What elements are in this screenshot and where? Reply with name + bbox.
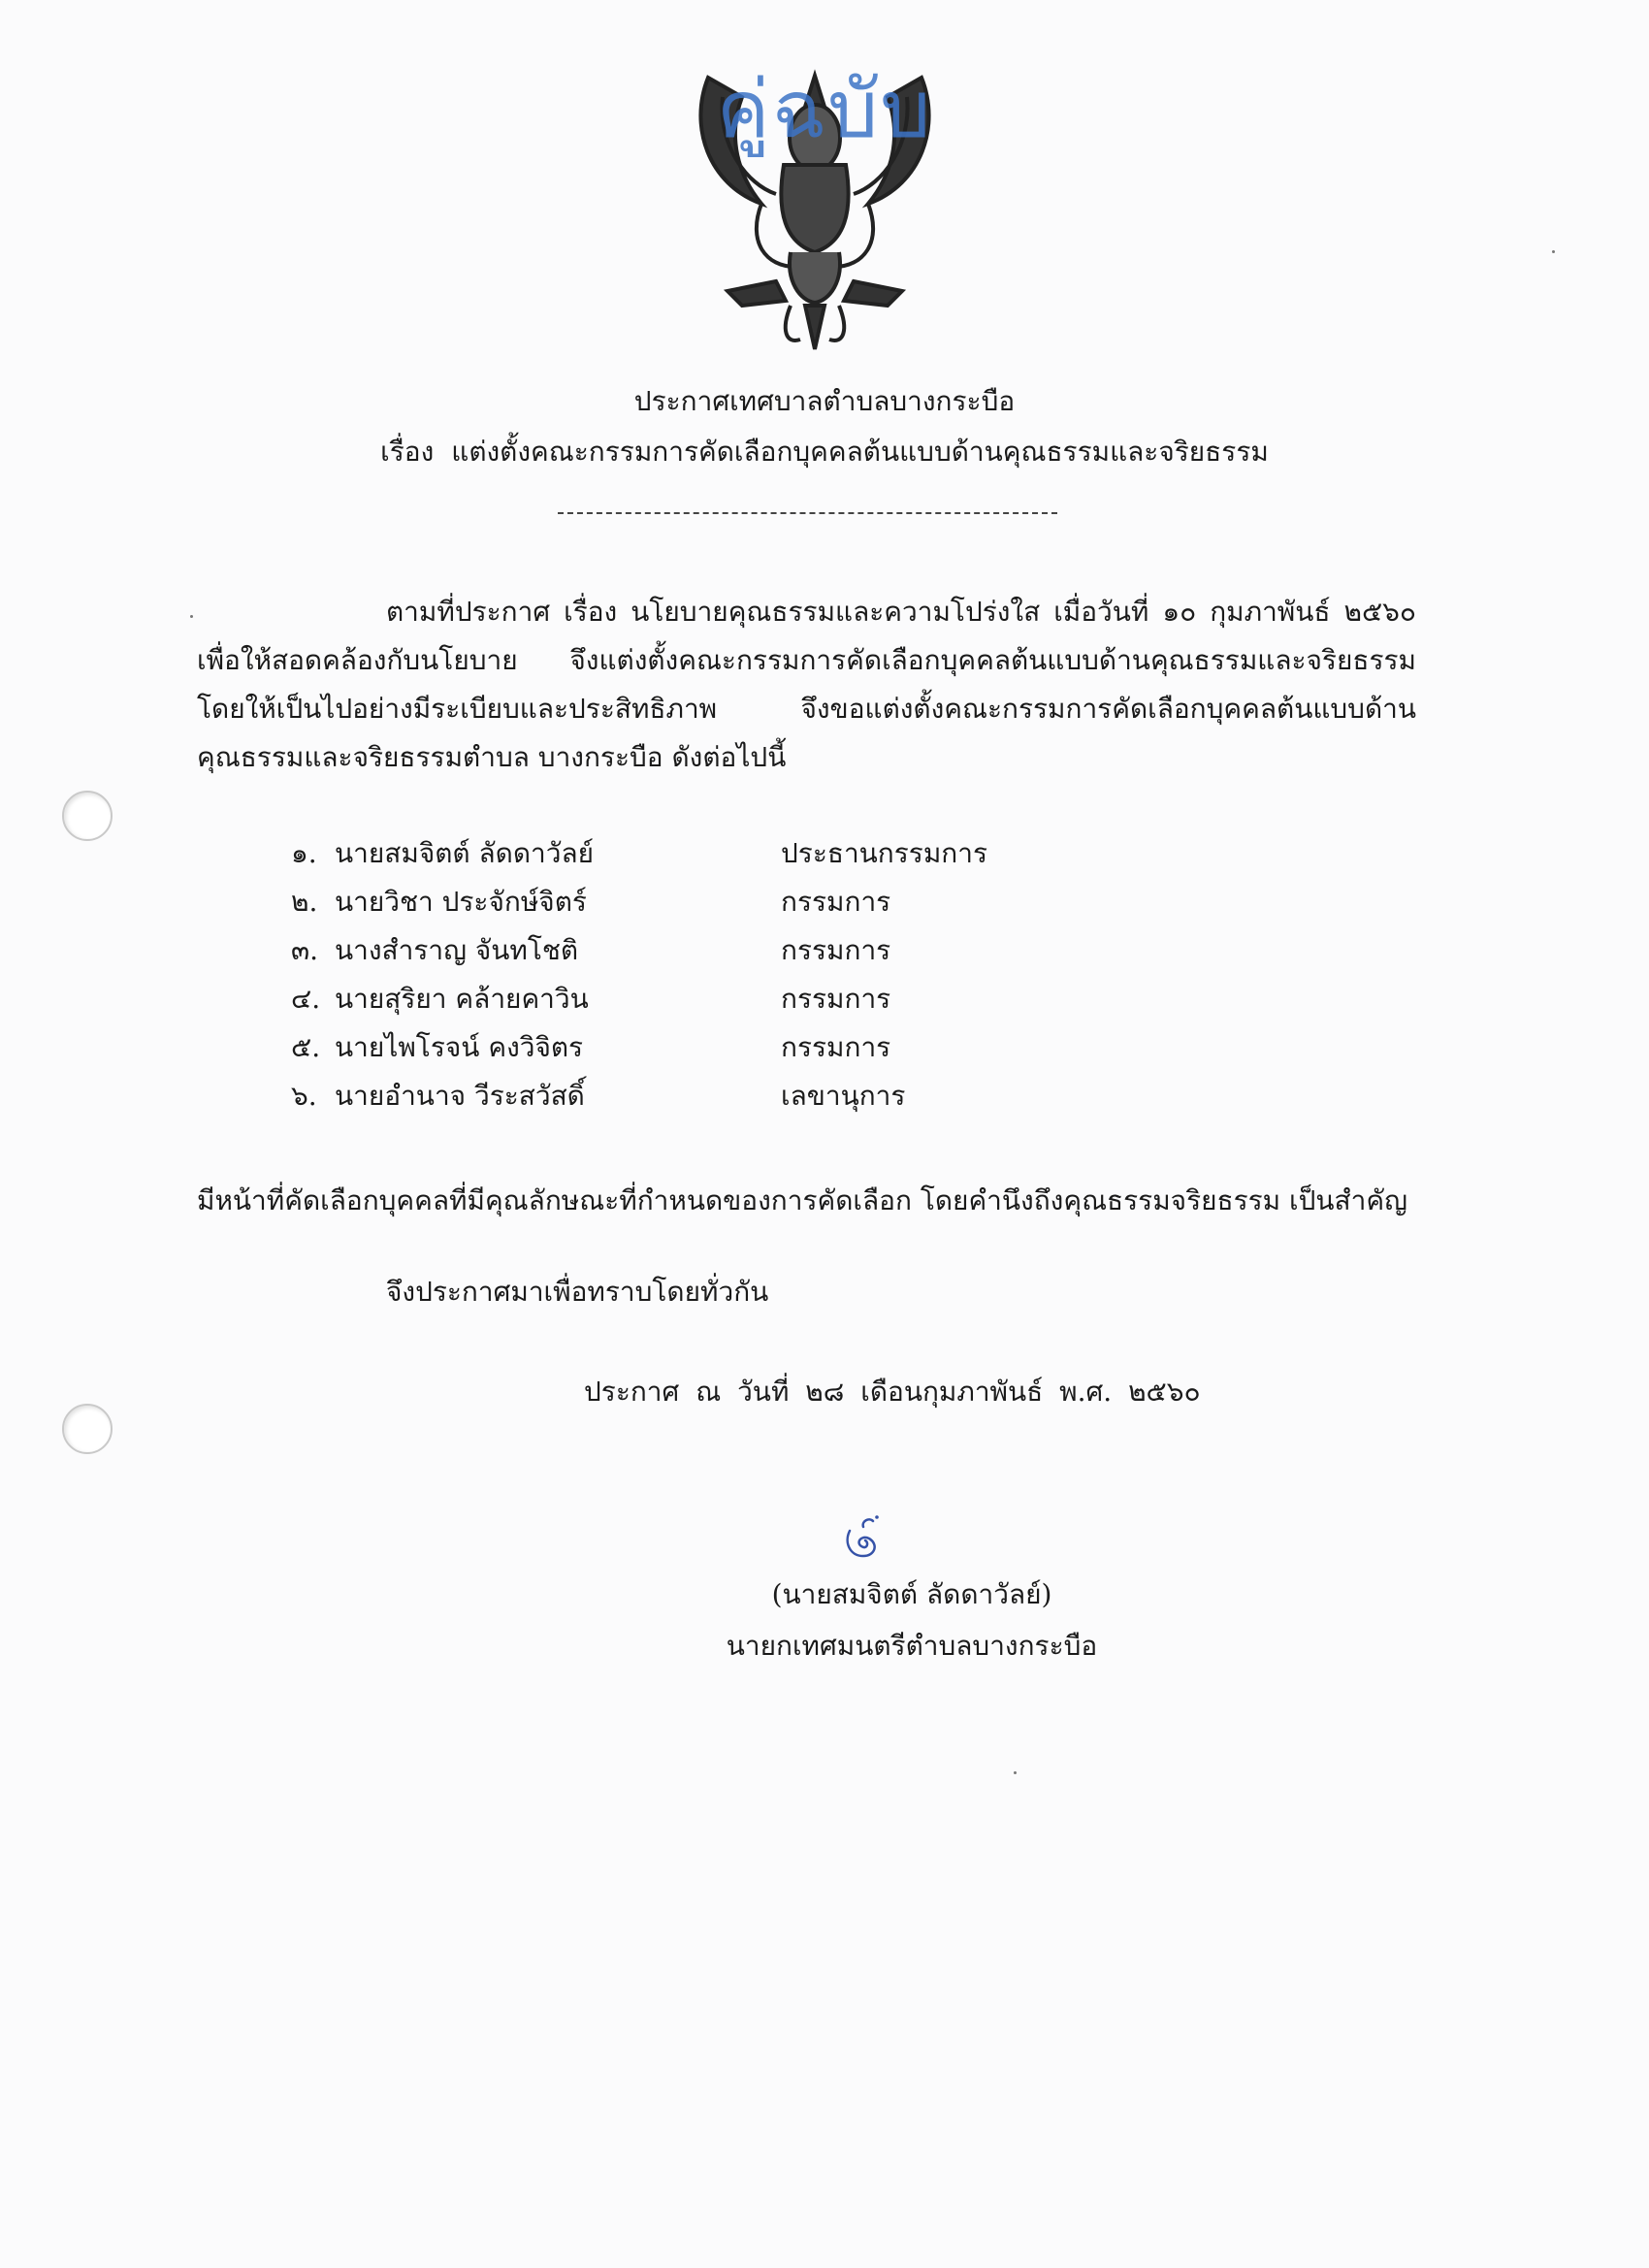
- announcement-date: ประกาศ ณ วันที่ ๒๘ เดือนกุมภาพันธ์ พ.ศ. ๒๕๖๐: [584, 1376, 1201, 1408]
- scan-speck: [1552, 250, 1555, 253]
- item-number: ๔.: [291, 983, 321, 1015]
- closing-line: จึงประกาศมาเพื่อทราบโดยทั่วกัน: [386, 1276, 769, 1308]
- member-role: กรรมการ: [781, 886, 891, 918]
- copy-stamp: คู่ฉบับ: [716, 64, 933, 156]
- divider-rule: [558, 512, 1057, 514]
- member-role: เลขานุการ: [781, 1080, 906, 1112]
- list-item: [291, 829, 1164, 878]
- list-item: [291, 1023, 1164, 1072]
- list-item: [291, 926, 1164, 975]
- list-item: [291, 975, 1164, 1023]
- item-number: ๓.: [291, 934, 319, 966]
- announcement-title: ประกาศเทศบาลตำบลบางกระบือ: [633, 385, 1016, 417]
- intro-paragraph: [197, 588, 1416, 782]
- member-name: นายอำนาจ วีระสวัสดิ์: [335, 1080, 585, 1112]
- duties-paragraph: มีหน้าที่คัดเลือกบุคคลที่มีคุณลักษณะที่กำหนดของการคัดเลือก โดยคำนึงถึงคุณธรรมจริยธรรม เป็นสำคัญ: [197, 1184, 1407, 1216]
- item-number: ๑.: [291, 837, 317, 869]
- member-role: กรรมการ: [781, 1031, 891, 1063]
- list-item: [291, 1072, 1164, 1120]
- member-name: นายสมจิตต์ ลัดดาวัลย์: [335, 837, 595, 869]
- member-name: นายสุริยา คล้ายคาวิน: [335, 983, 589, 1015]
- punch-hole: [62, 791, 113, 841]
- item-number: ๖.: [291, 1080, 317, 1112]
- intro-paragraph-text: ตามที่ประกาศ เรื่อง นโยบายคุณธรรมและความโปร่งใส เมื่อวันที่ ๑๐ กุมภาพันธ์ ๒๕๖๐ เพื่อให้สอดคล้องกับนโยบาย จึงแต่งตั้งคณะกรรมการคัดเลือกบุคคลต้นแบบด้านคุณธรรมและจริยธรรม โดยให้เป็นไปอย่างมีระเบียบและประสิทธิภาพ จึงขอแต่งตั้งคณะกรรมการคัดเลือกบุคคลต้นแบบด้านคุณธรรมและจริยธรรมตำบล บางกระบือ ดังต่อไปนี้: [197, 596, 1416, 773]
- member-role: กรรมการ: [781, 934, 891, 966]
- subject-text: แต่งตั้งคณะกรรมการคัดเลือกบุคคลต้นแบบด้านคุณธรรมและจริยธรรม: [451, 436, 1269, 468]
- scan-speck: [1014, 1771, 1017, 1774]
- signature-mark-icon: [840, 1513, 885, 1564]
- signer-title: นายกเทศมนตรีตำบลบางกระบือ: [726, 1630, 1098, 1662]
- member-name: นางสำราญ จันทโชติ: [335, 934, 579, 966]
- member-role: ประธานกรรมการ: [781, 837, 988, 869]
- item-number: ๒.: [291, 886, 318, 918]
- announcement-subject: [0, 431, 1649, 473]
- member-name: นายวิชา ประจักษ์จิตร์: [335, 886, 587, 918]
- scan-speck: [190, 615, 193, 618]
- item-number: ๕.: [291, 1031, 321, 1063]
- committee-list: [291, 829, 1164, 1120]
- list-item: [291, 878, 1164, 926]
- subject-label: เรื่อง: [380, 436, 435, 468]
- signer-name: (นายสมจิตต์ ลัดดาวัลย์): [771, 1578, 1052, 1610]
- member-role: กรรมการ: [781, 983, 891, 1015]
- punch-hole: [62, 1404, 113, 1454]
- member-name: นายไพโรจน์ คงวิจิตร: [335, 1031, 584, 1063]
